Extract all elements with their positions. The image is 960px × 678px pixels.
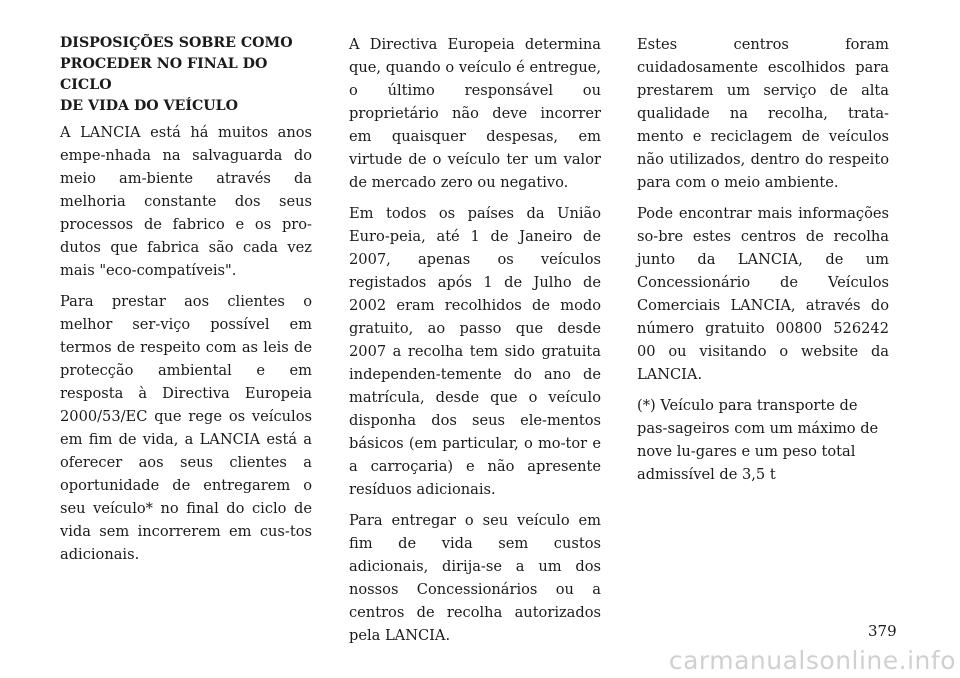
paragraph-more-info: Pode encontrar mais informações so-bre estes centros de recolha junto da LANCIA, de um Concessionário de Veículos Comerciais LANCIA, através do número gratuito 00800 526242 00 ou visitando o website da LANCIA.	[637, 205, 889, 383]
paragraph-directive-offer: Para prestar aos clientes o melhor ser-viço possível em termos de respeito com as leis de protecção ambiental e em resposta à Directiva Europeia 2000/53/EC que rege os veículos em fim de vida, a LANCIA está a oferecer aos seus clientes a oportunidade de entregarem o seu veículo* no final do ciclo de vida sem incorrerem em cus-tos adicionais.	[60, 293, 312, 563]
column-2	[349, 33, 601, 655]
column-3	[637, 33, 889, 494]
paragraph-directive-cost: A Directiva Europeia determina que, quando o veículo é entregue, o último responsável ou proprietário não deve incorrer em quaisquer despesas, em virtude de o veículo ter um valor de mercado zero ou negativo.	[349, 36, 601, 191]
column-1	[60, 33, 312, 574]
section-heading: DISPOSIÇÕES SOBRE COMO PROCEDER NO FINAL DO CICLO DE VIDA DO VEÍCULO	[60, 35, 293, 114]
page-number: 379	[868, 622, 897, 640]
paragraph-footnote: (*) Veículo para transporte de pas-sageiros com um máximo de nove lu-gares e um peso total admissível de 3,5 t	[637, 397, 879, 483]
paragraph-eu-collection: Em todos os países da União Euro-peia, até 1 de Janeiro de 2007, apenas os veículos registados após 1 de Julho de 2002 eram recolhidos de modo gratuito, ao passo que desde 2007 a recolha tem sido gratuita independen-temente do ano de matrícula, desde que o veículo disponha dos seus ele-mentos básicos (em particular, o mo-tor e a carroçaria) e não apresente resíduos adicionais.	[349, 205, 601, 498]
paragraph-centres: Estes centros foram cuidadosamente escolhidos para prestarem um serviço de alta qualidade na recolha, trata-mento e reciclagem de veículos não utilizados, dentro do respeito para com o meio ambiente.	[637, 36, 889, 191]
paragraph-delivery: Para entregar o seu veículo em fim de vida sem custos adicionais, dirija-se a um dos nossos Concessionários ou a centros de recolha autorizados pela LANCIA.	[349, 512, 601, 644]
paragraph-lancia-commitment: A LANCIA está há muitos anos empe-nhada na salvaguarda do meio am-biente através da melhoria constante dos seus processos de fabrico e os pro-dutos que fabrica são cada vez mais "eco-compatíveis".	[60, 124, 312, 279]
watermark-logo: carmanualsonline.info	[668, 646, 956, 675]
